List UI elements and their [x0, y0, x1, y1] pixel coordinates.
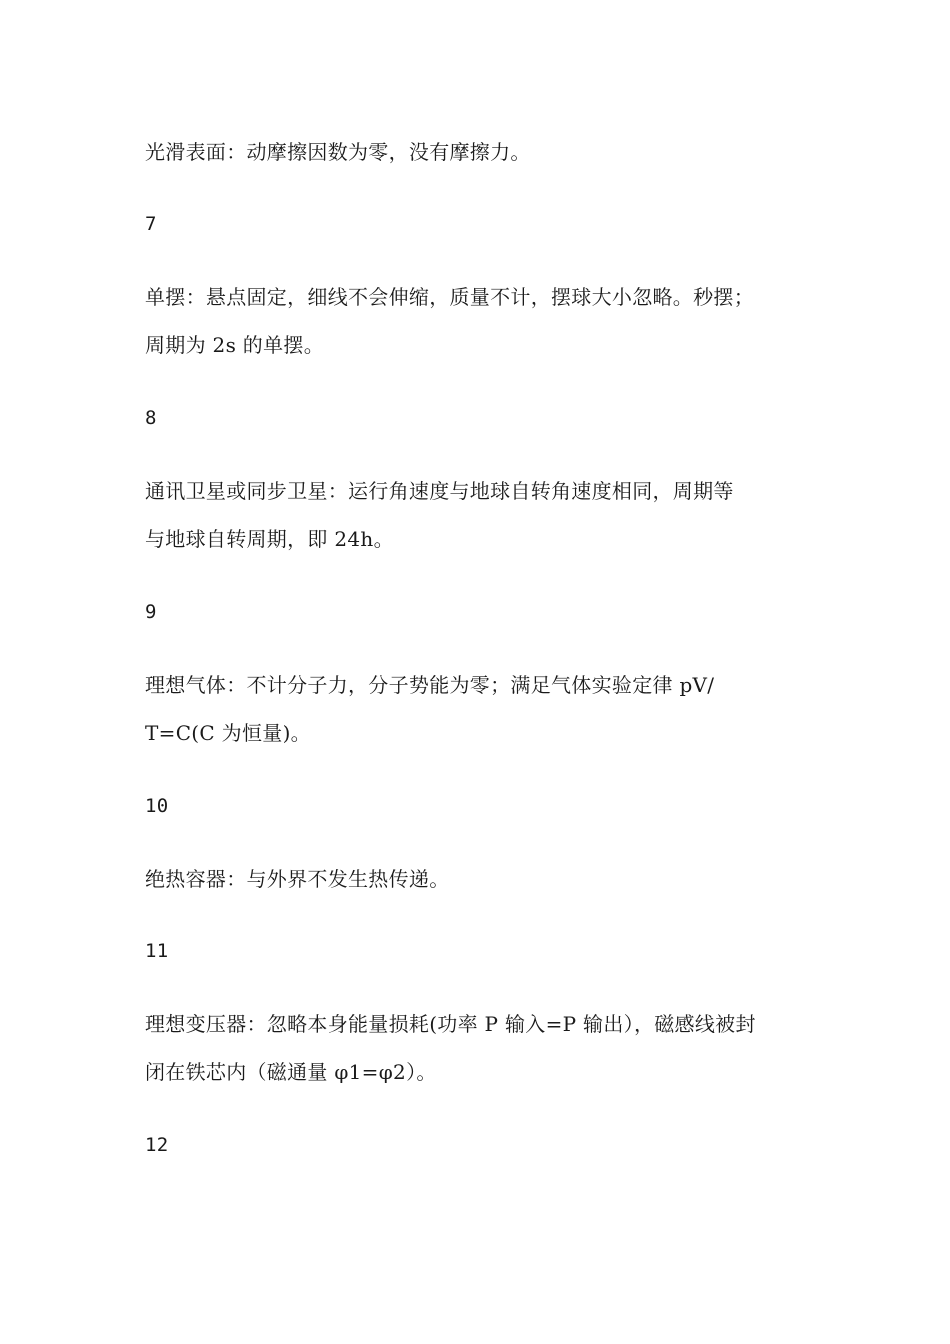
paragraph-simple-pendulum-line1: 单摆：悬点固定，细线不会伸缩，质量不计，摆球大小忽略。秒摆； [145, 285, 754, 309]
item-number-8: 8 [145, 407, 157, 429]
paragraph-satellite-line1: 通讯卫星或同步卫星：运行角速度与地球自转角速度相同，周期等 [145, 479, 734, 503]
item-number-9: 9 [145, 601, 157, 623]
paragraph-smooth-surface: 光滑表面：动摩擦因数为零，没有摩擦力。 [145, 140, 531, 164]
paragraph-satellite-line2: 与地球自转周期，即 24h。 [145, 527, 394, 551]
item-number-11: 11 [145, 940, 169, 962]
item-number-7: 7 [145, 213, 157, 235]
paragraph-simple-pendulum-line2: 周期为 2s 的单摆。 [145, 333, 325, 357]
paragraph-ideal-gas-line2: T=C(C 为恒量)。 [145, 721, 311, 745]
paragraph-ideal-gas-line1: 理想气体：不计分子力，分子势能为零；满足气体实验定律 pV/ [145, 673, 715, 697]
paragraph-adiabatic-container: 绝热容器：与外界不发生热传递。 [145, 867, 450, 891]
paragraph-ideal-transformer-line2: 闭在铁芯内（磁通量 φ1=φ2）。 [145, 1060, 437, 1084]
item-number-12: 12 [145, 1134, 169, 1156]
item-number-10: 10 [145, 795, 169, 817]
paragraph-ideal-transformer-line1: 理想变压器：忽略本身能量损耗(功率 P 输入=P 输出），磁感线被封 [145, 1012, 756, 1036]
